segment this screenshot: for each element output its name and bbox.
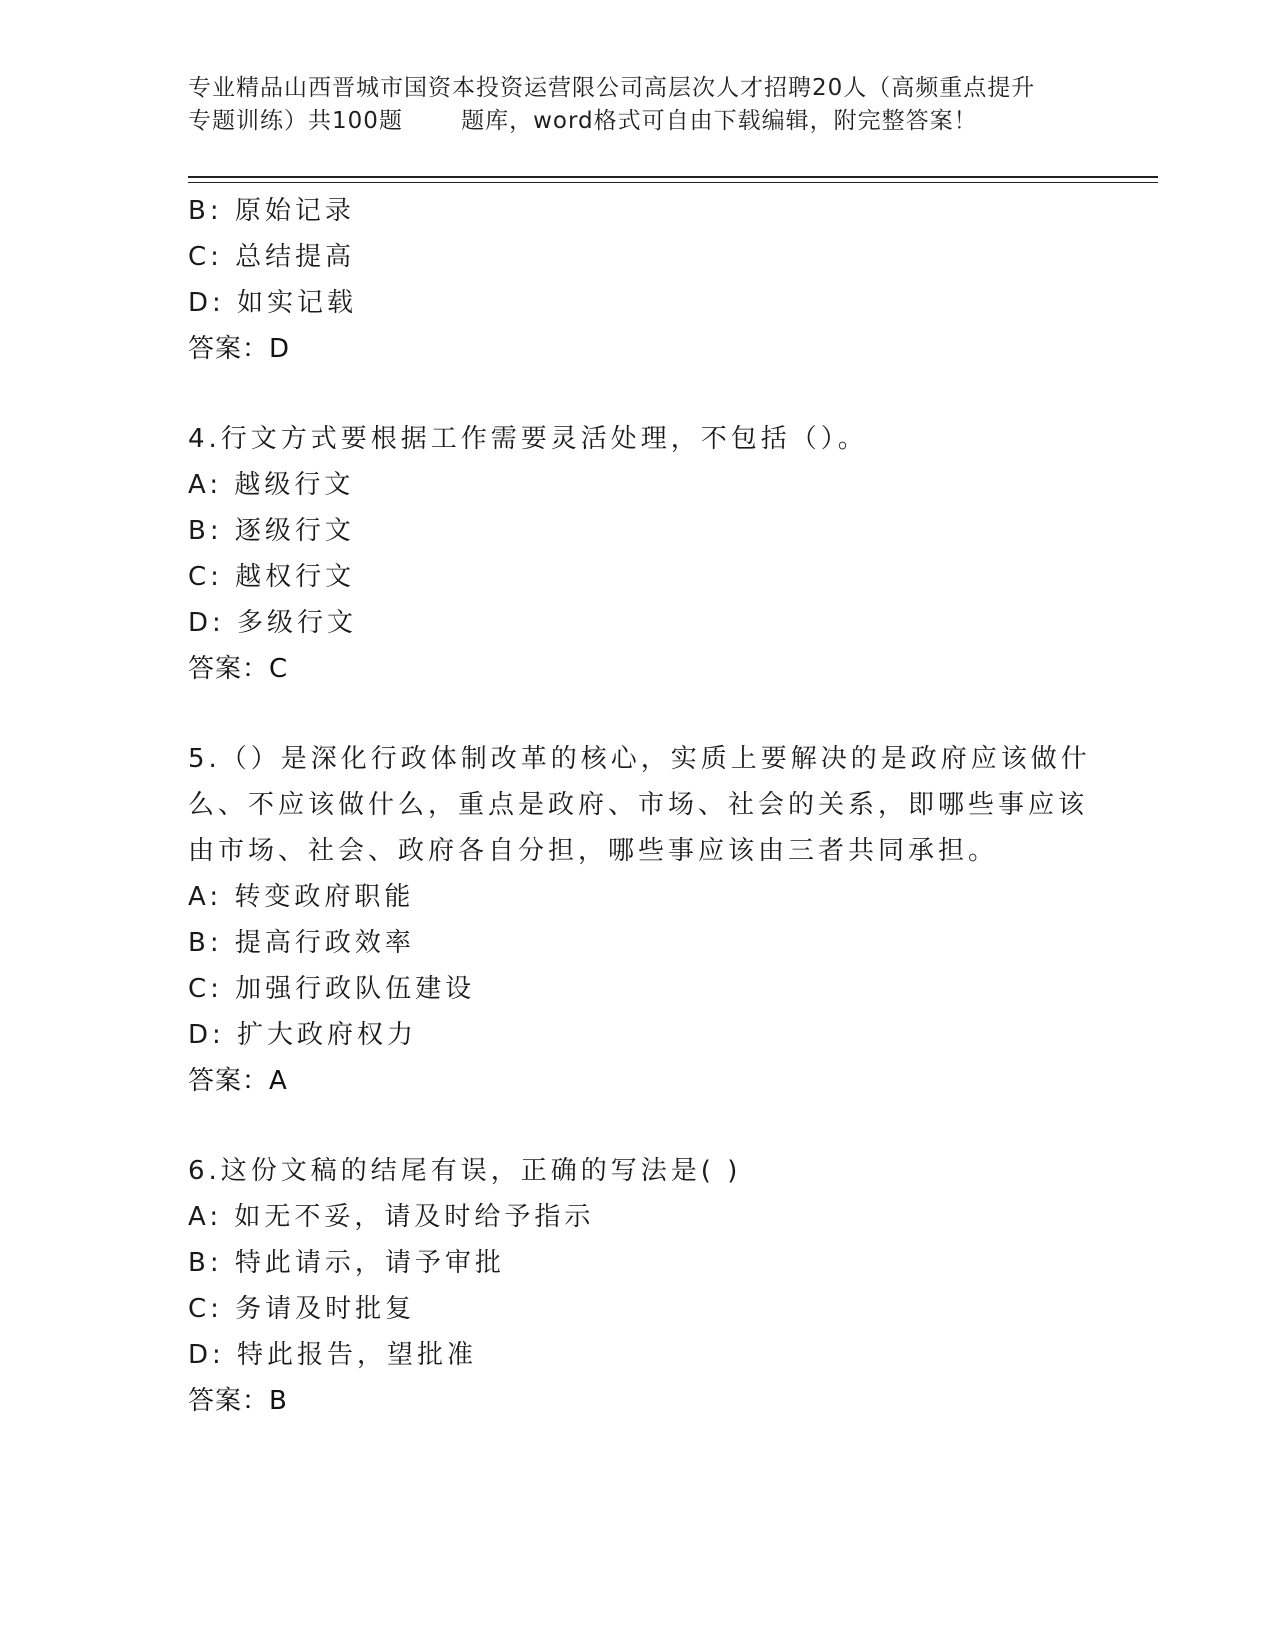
option-d: D: 扩大政府权力 — [188, 1020, 418, 1050]
option-d: D: 特此报告，望批准 — [188, 1340, 478, 1370]
option-c: C: 越权行文 — [188, 562, 356, 592]
question-4 — [188, 416, 1068, 692]
header-line-2: 专题训练）共100题 题库，word格式可自由下载编辑，附完整答案！ — [188, 108, 978, 134]
question-gap — [188, 692, 1068, 736]
question-6 — [188, 1148, 1068, 1424]
page-header — [188, 72, 1088, 138]
option-a: A: 越级行文 — [188, 470, 355, 500]
question-stem-line-3: 由市场、社会、政府各自分担，哪些事应该由三者共同承担。 — [188, 836, 999, 866]
option-c: C: 加强行政队伍建设 — [188, 974, 476, 1004]
question-3-tail — [188, 188, 1068, 372]
option-a: A: 如无不妥，请及时给予指示 — [188, 1202, 595, 1232]
option-c: C: 总结提高 — [188, 242, 356, 272]
question-stem — [188, 736, 1091, 874]
question-stem: 4.行文方式要根据工作需要灵活处理，不包括（）。 — [188, 424, 868, 454]
question-list — [188, 188, 1091, 1424]
header-rule-thick — [188, 176, 1158, 178]
answer-line: 答案：C — [188, 654, 289, 684]
question-stem: 6.这份文稿的结尾有误，正确的写法是( ) — [188, 1156, 742, 1186]
question-gap — [188, 1104, 1068, 1148]
option-b: B: 特此请示，请予审批 — [188, 1248, 505, 1278]
option-a: A: 转变政府职能 — [188, 882, 415, 912]
header-line-1: 专业精品山西晋城市国资本投资运营限公司高层次人才招聘20人（高频重点提升 — [188, 75, 1036, 101]
question-gap — [188, 372, 1068, 416]
option-b: B: 原始记录 — [188, 196, 355, 226]
answer-line: 答案：D — [188, 334, 291, 364]
option-d: D: 如实记载 — [188, 288, 358, 318]
question-stem-line-1: 5.（）是深化行政体制改革的核心，实质上要解决的是政府应该做什 — [188, 744, 1091, 774]
answer-line: 答案：B — [188, 1386, 288, 1416]
option-d: D: 多级行文 — [188, 608, 358, 638]
option-b: B: 提高行政效率 — [188, 928, 415, 958]
answer-line: 答案：A — [188, 1066, 288, 1096]
question-stem-line-2: 么、不应该做什么，重点是政府、市场、社会的关系，即哪些事应该 — [188, 790, 1089, 820]
option-c: C: 务请及时批复 — [188, 1294, 416, 1324]
header-rule-thin — [188, 182, 1158, 183]
question-5 — [188, 736, 1091, 1104]
option-b: B: 逐级行文 — [188, 516, 355, 546]
